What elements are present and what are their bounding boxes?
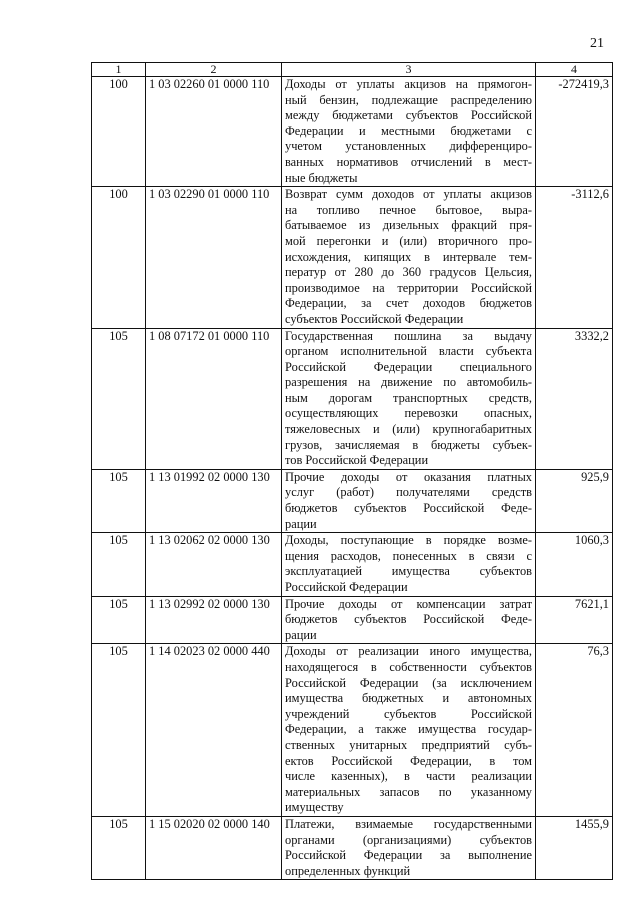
- table-row: [92, 596, 613, 644]
- revenue-name-line: органами (организациями) субъектов: [285, 832, 532, 847]
- revenue-name-line: осуществляющих перевозки опасных,: [285, 406, 532, 421]
- revenue-name-line: учетом установленных дифференциро-: [285, 139, 532, 154]
- amount-cell: -272419,3: [536, 77, 613, 187]
- table-row: [92, 644, 613, 817]
- admin-code-cell: 105: [92, 469, 146, 532]
- admin-code-cell: 105: [92, 596, 146, 644]
- revenue-name-line: ванных нормативов отчислений в мест-: [285, 154, 532, 169]
- budget-table: [91, 62, 613, 880]
- revenue-name-line: Доходы от уплаты акцизов на прямогон-: [285, 77, 532, 91]
- amount-cell: 1060,3: [536, 533, 613, 596]
- revenue-name-line: производимое на территории Российской: [285, 280, 532, 295]
- amount-cell: 7621,1: [536, 596, 613, 644]
- admin-code-cell: 105: [92, 533, 146, 596]
- revenue-name-line: субъектов Российской Федерации: [285, 311, 464, 326]
- column-header-3: 3: [282, 63, 536, 77]
- table-row: [92, 187, 613, 328]
- amount-cell: 76,3: [536, 644, 613, 817]
- revenue-name-line: Прочие доходы от оказания платных: [285, 469, 532, 484]
- revenue-name-cell: [282, 187, 536, 328]
- revenue-name-cell: [282, 816, 536, 879]
- revenue-code-cell: 1 13 02062 02 0000 130: [146, 533, 282, 596]
- revenue-name-line: Российской Федерации: [285, 580, 408, 594]
- revenue-name-line: Возврат сумм доходов от уплаты акцизов: [285, 187, 532, 202]
- revenue-name-line: определенных функций: [285, 863, 411, 878]
- revenue-name-cell: [282, 469, 536, 532]
- revenue-name-line: Российской Федерации (за исключением: [285, 675, 532, 690]
- revenue-name-line: Платежи, взимаемые государственными: [285, 816, 532, 831]
- revenue-name-line: батываемое из дизельных фракций пря-: [285, 218, 532, 233]
- revenue-name-line: Федерации, а также имущества государ-: [285, 722, 532, 737]
- amount-cell: 3332,2: [536, 328, 613, 469]
- revenue-name-line: Российской Федерации специального: [285, 359, 532, 374]
- revenue-name-line: бюджетов субъектов Российской Феде-: [285, 612, 532, 627]
- revenue-name-line: Федерации, за счет доходов бюджетов: [285, 296, 532, 311]
- revenue-name-line: бюджетов субъектов Российской Феде-: [285, 501, 532, 516]
- revenue-name-line: ный бензин, подлежащие распределению: [285, 92, 532, 107]
- revenue-name-line: рации: [285, 516, 317, 531]
- revenue-name-line: Российской Федерации за выполнение: [285, 848, 532, 863]
- table-row: [92, 328, 613, 469]
- revenue-name-line: Прочие доходы от компенсации затрат: [285, 596, 532, 611]
- revenue-name-line: материальных запасов по указанному: [285, 784, 532, 799]
- column-header-4: 4: [536, 63, 613, 77]
- revenue-code-cell: 1 03 02260 01 0000 110: [146, 77, 282, 187]
- revenue-code-cell: 1 13 02992 02 0000 130: [146, 596, 282, 644]
- revenue-name-line: ператур от 280 до 360 градусов Цельсия,: [285, 265, 532, 280]
- revenue-name-line: эксплуатацией имущества субъектов: [285, 564, 532, 579]
- revenue-name-cell: [282, 596, 536, 644]
- admin-code-cell: 105: [92, 328, 146, 469]
- column-header-2: 2: [146, 63, 282, 77]
- revenue-name-line: грузов, зачисляемая в бюджеты субъек-: [285, 437, 532, 452]
- revenue-name-line: исхождения, кипящих в интервале тем-: [285, 249, 532, 264]
- table-body: [92, 77, 613, 880]
- column-header-1: 1: [92, 63, 146, 77]
- revenue-name-line: рации: [285, 627, 317, 642]
- revenue-name-line: имущества бюджетных и автономных: [285, 691, 532, 706]
- revenue-name-line: органом исполнительной власти субъекта: [285, 344, 532, 359]
- revenue-name-line: ственных унитарных предприятий субъ-: [285, 737, 532, 752]
- revenue-name-cell: [282, 533, 536, 596]
- revenue-name-line: Федерации и местными бюджетами с: [285, 123, 532, 138]
- revenue-code-cell: 1 13 01992 02 0000 130: [146, 469, 282, 532]
- revenue-name-line: ектов Российской Федерации, в том: [285, 753, 532, 768]
- admin-code-cell: 100: [92, 77, 146, 187]
- revenue-code-cell: 1 03 02290 01 0000 110: [146, 187, 282, 328]
- revenue-code-cell: 1 15 02020 02 0000 140: [146, 816, 282, 879]
- table-row: [92, 77, 613, 187]
- revenue-name-line: услуг (работ) получателями средств: [285, 485, 532, 500]
- revenue-code-cell: 1 08 07172 01 0000 110: [146, 328, 282, 469]
- admin-code-cell: 105: [92, 816, 146, 879]
- revenue-name-line: Доходы от реализации иного имущества,: [285, 644, 532, 659]
- admin-code-cell: 105: [92, 644, 146, 817]
- revenue-name-line: имуществу: [285, 800, 344, 815]
- revenue-name-line: мой перегонки и (или) вторичного про-: [285, 233, 532, 248]
- revenue-name-line: Доходы, поступающие в порядке возме-: [285, 533, 532, 548]
- revenue-name-line: тяжеловесных и (или) крупногабаритных: [285, 422, 532, 437]
- revenue-name-line: находящегося в собственности субъектов: [285, 659, 532, 674]
- amount-cell: 1455,9: [536, 816, 613, 879]
- revenue-name-line: учреждений субъектов Российской: [285, 706, 532, 721]
- revenue-name-cell: [282, 77, 536, 187]
- table-row: [92, 533, 613, 596]
- revenue-name-line: ные бюджеты: [285, 170, 358, 185]
- admin-code-cell: 100: [92, 187, 146, 328]
- revenue-code-cell: 1 14 02023 02 0000 440: [146, 644, 282, 817]
- amount-cell: -3112,6: [536, 187, 613, 328]
- table-row: [92, 469, 613, 532]
- revenue-name-line: Государственная пошлина за выдачу: [285, 328, 532, 343]
- revenue-name-line: тов Российской Федерации: [285, 453, 429, 468]
- table-row: [92, 816, 613, 879]
- revenue-name-line: разрешения на движение по автомобиль-: [285, 375, 532, 390]
- revenue-name-line: ным дорогам транспортных средств,: [285, 390, 532, 405]
- revenue-name-cell: [282, 328, 536, 469]
- page-number: 21: [590, 36, 604, 51]
- revenue-name-line: щения расходов, понесенных в связи с: [285, 548, 532, 563]
- table-header-row: [92, 63, 613, 77]
- revenue-name-line: числе казенных), в части реализации: [285, 769, 532, 784]
- revenue-name-line: на топливо печное бытовое, выра-: [285, 202, 532, 217]
- revenue-name-line: между бюджетами субъектов Российской: [285, 108, 532, 123]
- amount-cell: 925,9: [536, 469, 613, 532]
- revenue-name-cell: [282, 644, 536, 817]
